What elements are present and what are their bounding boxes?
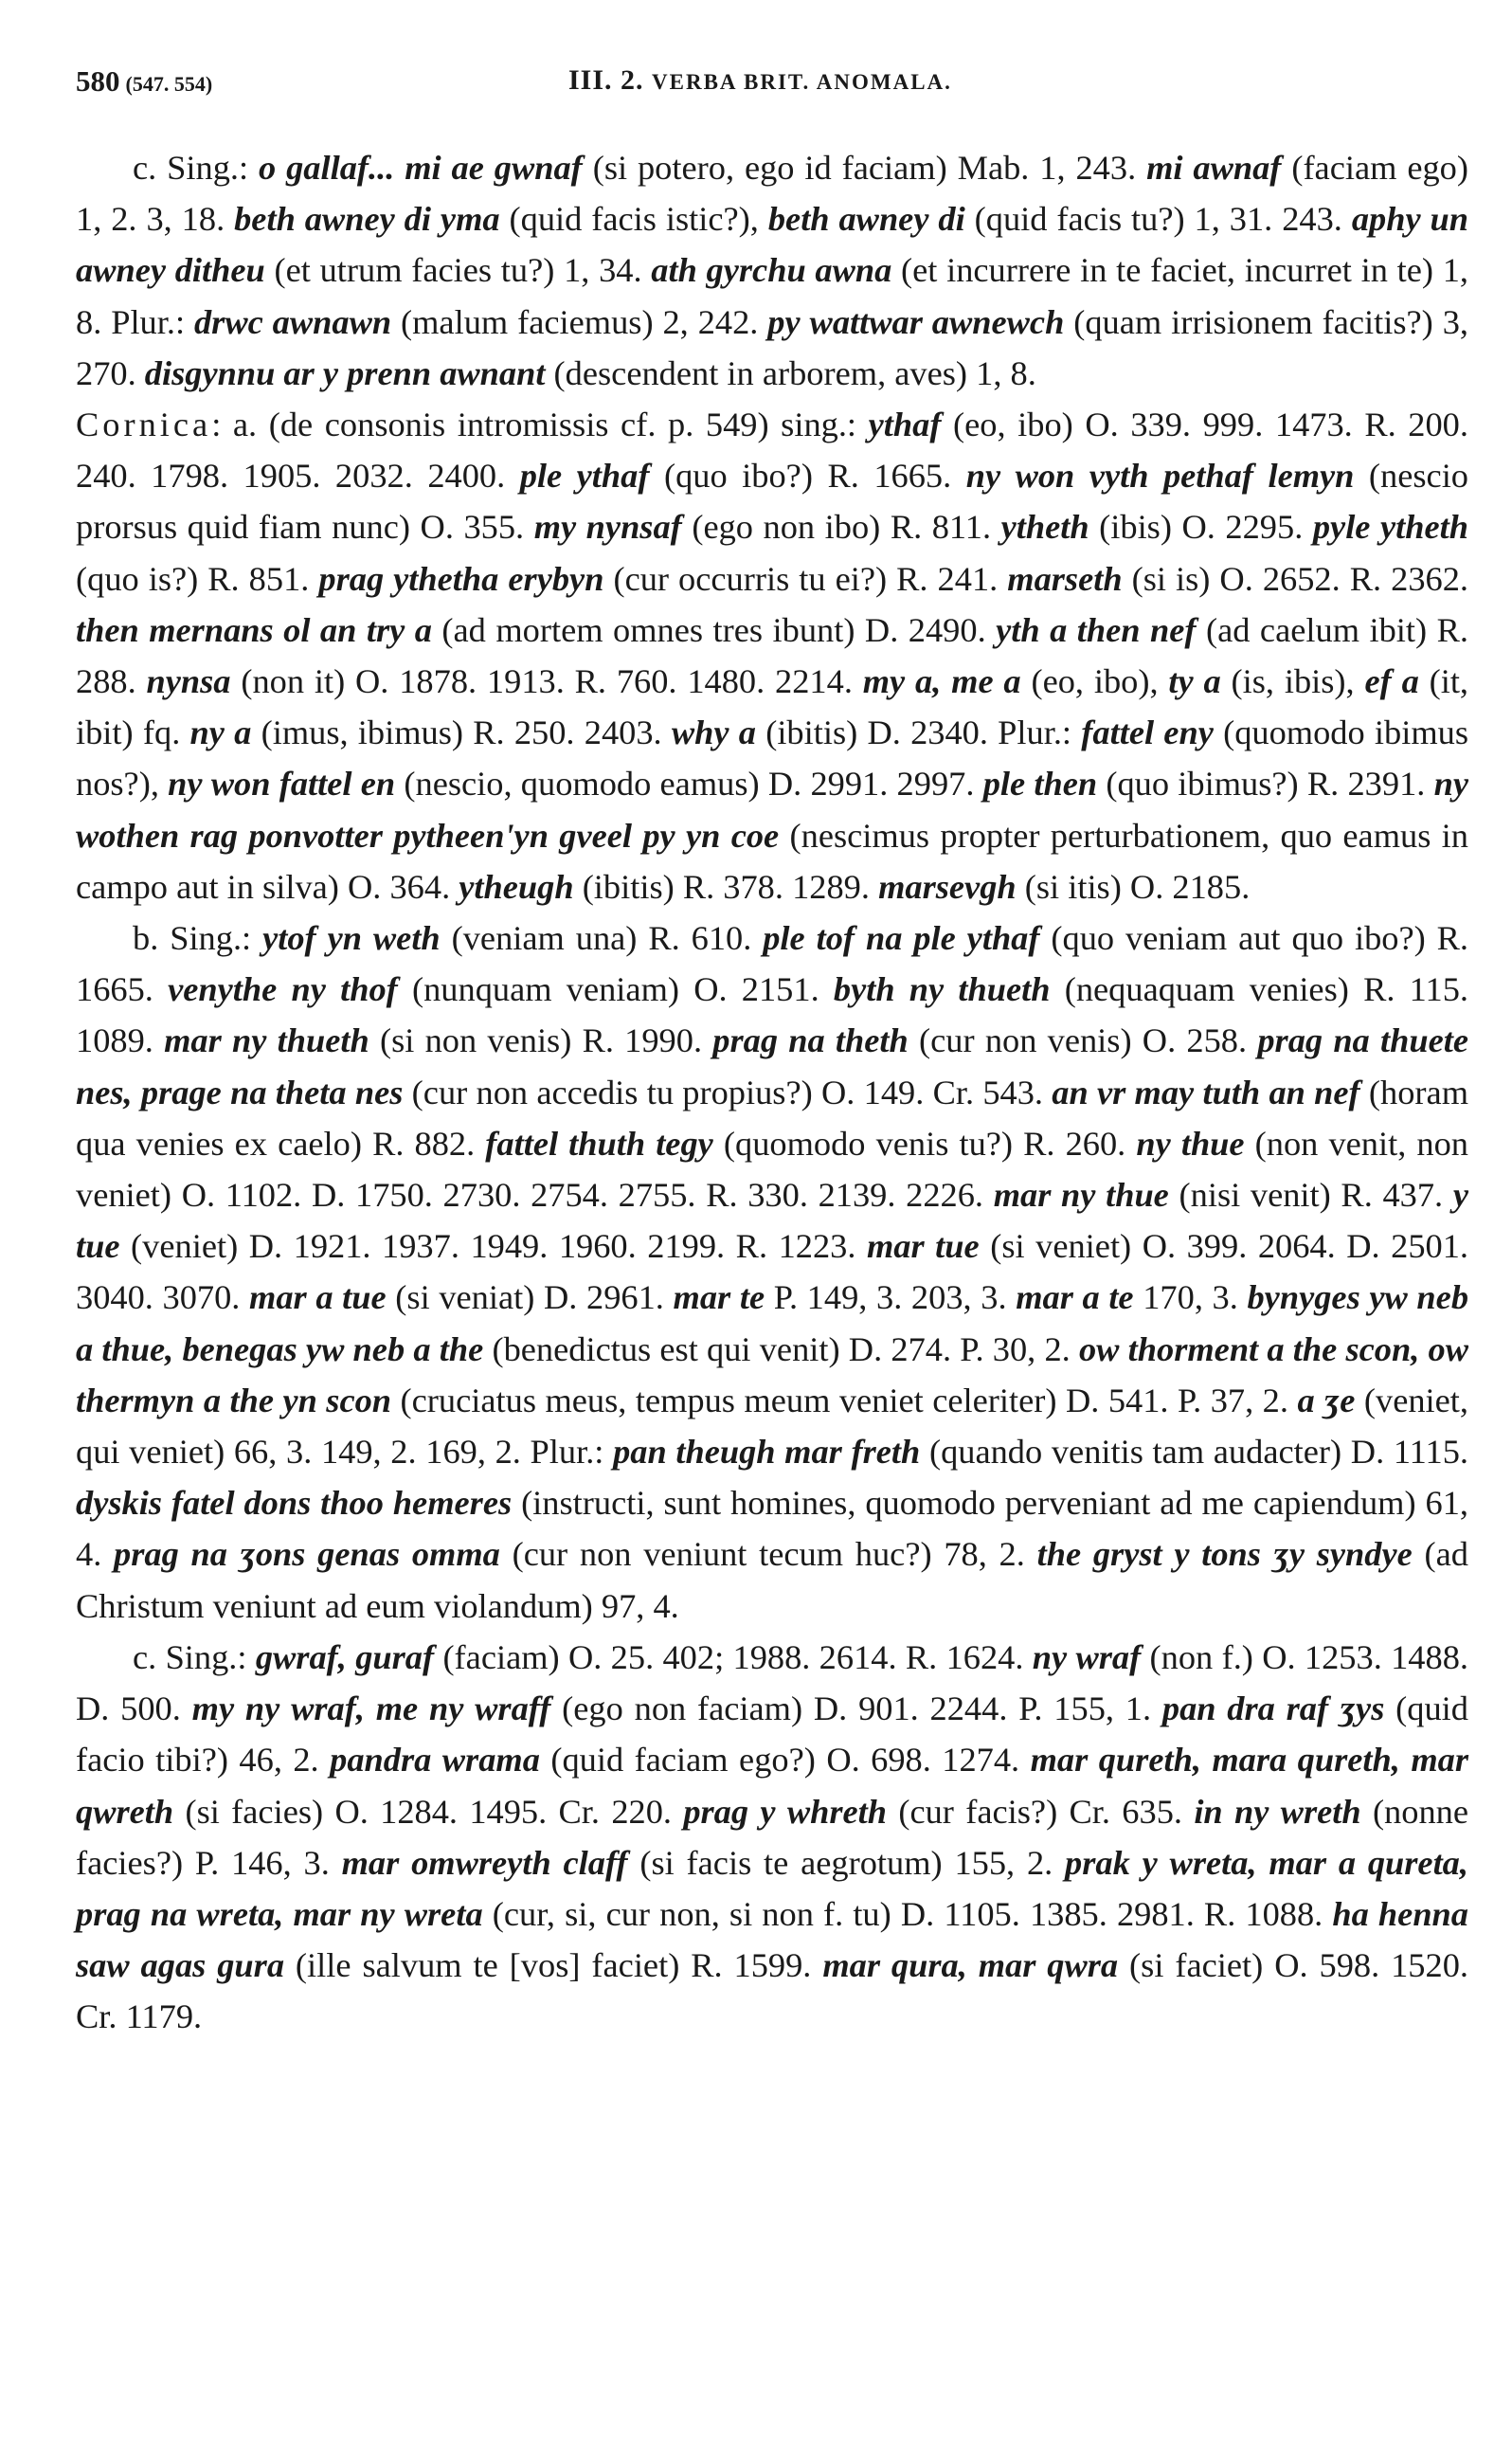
latin-gloss: (instructi, sunt homines, quomodo perveniant ad me capiendum) 61, 4. bbox=[76, 1484, 1468, 1574]
latin-gloss: (cur occurris tu ei?) R. 241. bbox=[603, 559, 1008, 598]
latin-gloss: (ad Christum veniunt ad eum violandum) 97, 4. bbox=[76, 1535, 1468, 1625]
latin-gloss: (si faciet) O. 598. 1520. Cr. 1179. bbox=[76, 1946, 1468, 2036]
latin-gloss: (quid facis tu?) 1, 31. 243. bbox=[964, 200, 1352, 239]
welsh-cornish-form: mar te bbox=[673, 1278, 765, 1317]
welsh-cornish-form: yth a then nef bbox=[996, 610, 1197, 649]
latin-gloss: (quid facis istic?), bbox=[499, 200, 768, 239]
welsh-cornish-form: pan theugh mar freth bbox=[613, 1433, 921, 1472]
latin-gloss: Cornica bbox=[76, 406, 212, 444]
welsh-cornish-form: pandra wrama bbox=[330, 1741, 540, 1780]
latin-gloss: (nisi venit) R. 437. bbox=[1168, 1176, 1453, 1215]
latin-gloss: (it, ibit) fq. bbox=[76, 662, 1469, 752]
welsh-cornish-form: ytheugh bbox=[459, 867, 574, 906]
page-range: (547. 554) bbox=[125, 72, 213, 96]
welsh-cornish-form: mar a te bbox=[1016, 1278, 1134, 1317]
welsh-cornish-form: ytof yn weth bbox=[262, 919, 441, 958]
welsh-cornish-form: dyskis fatel dons thoo hemeres bbox=[76, 1484, 513, 1523]
welsh-cornish-form: ple tof na ple ythaf bbox=[763, 919, 1040, 958]
latin-gloss: (ad mortem omnes tres ibunt) D. 2490. bbox=[431, 610, 997, 649]
welsh-cornish-form: drwc awnawn bbox=[193, 302, 392, 341]
section-number: III. 2. bbox=[568, 64, 644, 96]
latin-gloss: (descendent in arborem, aves) 1, 8. bbox=[545, 353, 1036, 392]
paragraph-2 bbox=[76, 399, 1468, 912]
welsh-cornish-form: prag y whreth bbox=[683, 1792, 888, 1831]
welsh-cornish-form: bynyges yw neb a thue, benegas yw neb a the bbox=[76, 1278, 1469, 1368]
latin-gloss: (si facies) O. 1284. 1495. Cr. 220. bbox=[173, 1792, 684, 1831]
welsh-cornish-form: mar qureth, mara qureth, mar qwreth bbox=[76, 1741, 1468, 1831]
latin-gloss: (eo, ibo) O. 339. 999. 1473. R. 200. 240. 1798. 1905. 2032. 2400. bbox=[76, 406, 1468, 496]
latin-gloss: : a. (de consonis intromissis cf. p. 549) sing.: bbox=[211, 406, 869, 444]
welsh-cornish-form: ple ythaf bbox=[519, 457, 650, 496]
welsh-cornish-form: my a, me a bbox=[862, 662, 1021, 701]
welsh-cornish-form: ef a bbox=[1364, 662, 1419, 701]
welsh-cornish-form: why a bbox=[671, 714, 756, 752]
welsh-cornish-form: mar a tue bbox=[249, 1278, 387, 1317]
welsh-cornish-form: ha henna saw agas gura bbox=[76, 1894, 1468, 1985]
latin-gloss: (non it) O. 1878. 1913. R. 760. 1480. 2214. bbox=[230, 662, 863, 701]
welsh-cornish-form: prag na theth bbox=[712, 1021, 909, 1060]
latin-gloss: (is, ibis), bbox=[1220, 662, 1365, 701]
latin-gloss: (nequaquam venies) R. 115. 1089. bbox=[76, 970, 1468, 1060]
latin-gloss: (quando venitis tam audacter) D. 1115. bbox=[920, 1433, 1468, 1472]
welsh-cornish-form: mar omwreyth claff bbox=[341, 1843, 628, 1882]
latin-gloss: (non f.) O. 1253. 1488. D. 500. bbox=[76, 1637, 1468, 1728]
welsh-cornish-form: fattel eny bbox=[1081, 714, 1214, 752]
welsh-cornish-form: beth awney di bbox=[767, 200, 965, 239]
latin-gloss: 170, 3. bbox=[1133, 1278, 1248, 1317]
main-text bbox=[76, 142, 1468, 2043]
latin-gloss: (nescio, quomodo eamus) D. 2991. 2997. bbox=[395, 765, 983, 804]
welsh-cornish-form: py wattwar awnewch bbox=[767, 302, 1065, 341]
welsh-cornish-form: aphy un awney ditheu bbox=[76, 200, 1469, 290]
latin-gloss: (si non venis) R. 1990. bbox=[369, 1021, 713, 1060]
latin-gloss: (veniet, qui veniet) 66, 3. 149, 2. 169, 2. Plur.: bbox=[76, 1381, 1469, 1472]
latin-gloss: (veniam una) R. 610. bbox=[440, 919, 764, 958]
latin-gloss: (si is) O. 2652. R. 2362. bbox=[1122, 559, 1468, 598]
latin-gloss: (quo is?) R. 851. bbox=[76, 559, 319, 598]
welsh-cornish-form: mar qura, mar qwra bbox=[822, 1946, 1119, 1985]
welsh-cornish-form: my nynsaf bbox=[533, 508, 682, 547]
latin-gloss: (quo veniam aut quo ibo?) R. 1665. bbox=[76, 919, 1469, 1009]
latin-gloss: (quid faciam ego?) O. 698. 1274. bbox=[539, 1741, 1031, 1780]
welsh-cornish-form: pan dra raf ʒys bbox=[1161, 1689, 1385, 1728]
welsh-cornish-form: nynsa bbox=[146, 662, 231, 701]
welsh-cornish-form: ytheth bbox=[1000, 508, 1089, 547]
welsh-cornish-form: o gallaf... mi ae gwnaf bbox=[259, 149, 583, 187]
welsh-cornish-form: ny won vyth pethaf lemyn bbox=[965, 457, 1355, 496]
latin-gloss: c. Sing.: bbox=[133, 1637, 256, 1676]
latin-gloss: (cur facis?) Cr. 635. bbox=[887, 1792, 1195, 1831]
welsh-cornish-form: the gryst y tons ʒy syndye bbox=[1036, 1535, 1413, 1574]
latin-gloss: P. 149, 3. 203, 3. bbox=[765, 1278, 1017, 1317]
welsh-cornish-form: then mernans ol an try a bbox=[76, 610, 432, 649]
welsh-cornish-form: in ny wreth bbox=[1194, 1792, 1361, 1831]
latin-gloss: (quomodo ibimus nos?), bbox=[76, 714, 1468, 804]
latin-gloss: (si veniet) O. 399. 2064. D. 2501. 3040. 3070. bbox=[76, 1227, 1469, 1317]
latin-gloss: (ibitis) R. 378. 1289. bbox=[573, 867, 879, 906]
latin-gloss: (si potero, ego id faciam) Mab. 1, 243. bbox=[582, 149, 1147, 187]
welsh-cornish-form: ny thue bbox=[1136, 1124, 1245, 1163]
welsh-cornish-form: ny won fattel en bbox=[168, 765, 396, 804]
latin-gloss: (faciam ego) 1, 2. 3, 18. bbox=[76, 149, 1468, 239]
latin-gloss: (ibis) O. 2295. bbox=[1089, 508, 1313, 547]
latin-gloss: (horam qua venies ex caelo) R. 882. bbox=[76, 1073, 1469, 1163]
latin-gloss: (ille salvum te [vos] faciet) R. 1599. bbox=[284, 1946, 823, 1985]
welsh-cornish-form: fattel thuth tegy bbox=[485, 1124, 713, 1163]
latin-gloss: (quo ibo?) R. 1665. bbox=[649, 457, 966, 496]
paragraph-4 bbox=[76, 1632, 1468, 2043]
latin-gloss: (cruciatus meus, tempus meum veniet celeriter) D. 541. P. 37, 2. bbox=[391, 1381, 1298, 1419]
latin-gloss: (non venit, non veniet) O. 1102. D. 1750. 2730. 2754. 2755. R. 330. 2139. 2226. bbox=[76, 1124, 1468, 1215]
welsh-cornish-form: ath gyrchu awna bbox=[651, 251, 892, 290]
welsh-cornish-form: prag ythetha erybyn bbox=[318, 559, 604, 598]
welsh-cornish-form: ow thorment a the scon, ow thermyn a the yn scon bbox=[76, 1329, 1468, 1419]
latin-gloss: (quam irrisionem facitis?) 3, 270. bbox=[76, 302, 1468, 392]
welsh-cornish-form: gwraf, guraf bbox=[255, 1637, 435, 1676]
latin-gloss: (quomodo venis tu?) R. 260. bbox=[712, 1124, 1137, 1163]
welsh-cornish-form: venythe ny thof bbox=[168, 970, 398, 1009]
welsh-cornish-form: prak y wreta, mar a qureta, prag na wreta, mar ny wreta bbox=[76, 1843, 1468, 1933]
welsh-cornish-form: ny wraf bbox=[1032, 1637, 1142, 1676]
latin-gloss: (nunquam veniam) O. 2151. bbox=[397, 970, 834, 1009]
welsh-cornish-form: mi awnaf bbox=[1146, 149, 1282, 187]
latin-gloss: (quo ibimus?) R. 2391. bbox=[1097, 765, 1434, 804]
latin-gloss: (si itis) O. 2185. bbox=[1016, 867, 1251, 906]
latin-gloss: (et incurrere in te faciet, incurret in te) 1, 8. Plur.: bbox=[76, 251, 1468, 341]
latin-gloss: (nescio prorsus quid fiam nunc) O. 355. bbox=[76, 457, 1469, 547]
latin-gloss: (si veniat) D. 2961. bbox=[386, 1278, 674, 1317]
running-header bbox=[76, 59, 1468, 106]
latin-gloss: (nonne facies?) P. 146, 3. bbox=[76, 1792, 1468, 1882]
welsh-cornish-form: mar tue bbox=[866, 1227, 980, 1266]
latin-gloss: (quid facio tibi?) 46, 2. bbox=[76, 1689, 1468, 1780]
welsh-cornish-form: ty a bbox=[1168, 662, 1221, 701]
welsh-cornish-form: prag na thuete nes, prage na theta nes bbox=[76, 1021, 1468, 1111]
welsh-cornish-form: y tue bbox=[76, 1176, 1468, 1266]
welsh-cornish-form: prag na ʒons genas omma bbox=[114, 1535, 500, 1574]
section-title: VERBA BRIT. ANOMALA. bbox=[652, 70, 952, 94]
latin-gloss: (imus, ibimus) R. 250. 2403. bbox=[251, 714, 672, 752]
latin-gloss: c. Sing.: bbox=[133, 149, 259, 187]
latin-gloss: (cur, si, cur non, si non f. tu) D. 1105. 1385. 2981. R. 1088. bbox=[482, 1894, 1333, 1933]
latin-gloss: (si facis te aegrotum) 155, 2. bbox=[627, 1843, 1066, 1882]
latin-gloss: (cur non accedis tu propius?) O. 149. Cr. 543. bbox=[403, 1073, 1053, 1111]
latin-gloss: (veniet) D. 1921. 1937. 1949. 1960. 2199. R. 1223. bbox=[119, 1227, 867, 1266]
paragraph-3 bbox=[76, 912, 1468, 1632]
welsh-cornish-form: mar ny thue bbox=[993, 1176, 1169, 1215]
welsh-cornish-form: ny wothen rag ponvotter pytheen'yn gveel py yn coe bbox=[76, 765, 1469, 855]
running-title bbox=[568, 64, 952, 97]
welsh-cornish-form: pyle ytheth bbox=[1312, 508, 1468, 547]
welsh-cornish-form: beth awney di yma bbox=[234, 200, 500, 239]
welsh-cornish-form: marsevgh bbox=[878, 867, 1017, 906]
latin-gloss: (benedictus est qui venit) D. 274. P. 30, 2. bbox=[483, 1329, 1079, 1368]
latin-gloss: (eo, ibo), bbox=[1020, 662, 1169, 701]
welsh-cornish-form: my ny wraf, me ny wraff bbox=[191, 1689, 551, 1728]
latin-gloss: (ego non faciam) D. 901. 2244. P. 155, 1. bbox=[550, 1689, 1162, 1728]
latin-gloss: (et utrum facies tu?) 1, 34. bbox=[264, 251, 652, 290]
latin-gloss: (cur non veniunt tecum huc?) 78, 2. bbox=[499, 1535, 1037, 1574]
page-number: 580 (547. 554) bbox=[76, 64, 213, 98]
welsh-cornish-form: ythaf bbox=[868, 406, 942, 444]
welsh-cornish-form: mar ny thueth bbox=[164, 1021, 369, 1060]
welsh-cornish-form: byth ny thueth bbox=[833, 970, 1051, 1009]
welsh-cornish-form: disgynnu ar y prenn awnant bbox=[144, 353, 546, 392]
welsh-cornish-form: ny a bbox=[189, 714, 252, 752]
latin-gloss: (ego non ibo) R. 811. bbox=[681, 508, 1001, 547]
latin-gloss: b. Sing.: bbox=[133, 919, 263, 958]
latin-gloss: (malum faciemus) 2, 242. bbox=[391, 302, 768, 341]
welsh-cornish-form: marseth bbox=[1007, 559, 1123, 598]
latin-gloss: (ibitis) D. 2340. Plur.: bbox=[755, 714, 1082, 752]
latin-gloss: (ad caelum ibit) R. 288. bbox=[76, 610, 1468, 701]
paragraph-1 bbox=[76, 142, 1468, 399]
latin-gloss: (nescimus propter perturbationem, quo eamus in campo aut in silva) O. 364. bbox=[76, 816, 1468, 906]
latin-gloss: (faciam) O. 25. 402; 1988. 2614. R. 1624. bbox=[434, 1637, 1033, 1676]
welsh-cornish-form: an vr may tuth an nef bbox=[1052, 1073, 1360, 1111]
latin-gloss: (cur non venis) O. 258. bbox=[908, 1021, 1258, 1060]
welsh-cornish-form: a ʒe bbox=[1297, 1381, 1356, 1419]
welsh-cornish-form: ple then bbox=[982, 765, 1098, 804]
